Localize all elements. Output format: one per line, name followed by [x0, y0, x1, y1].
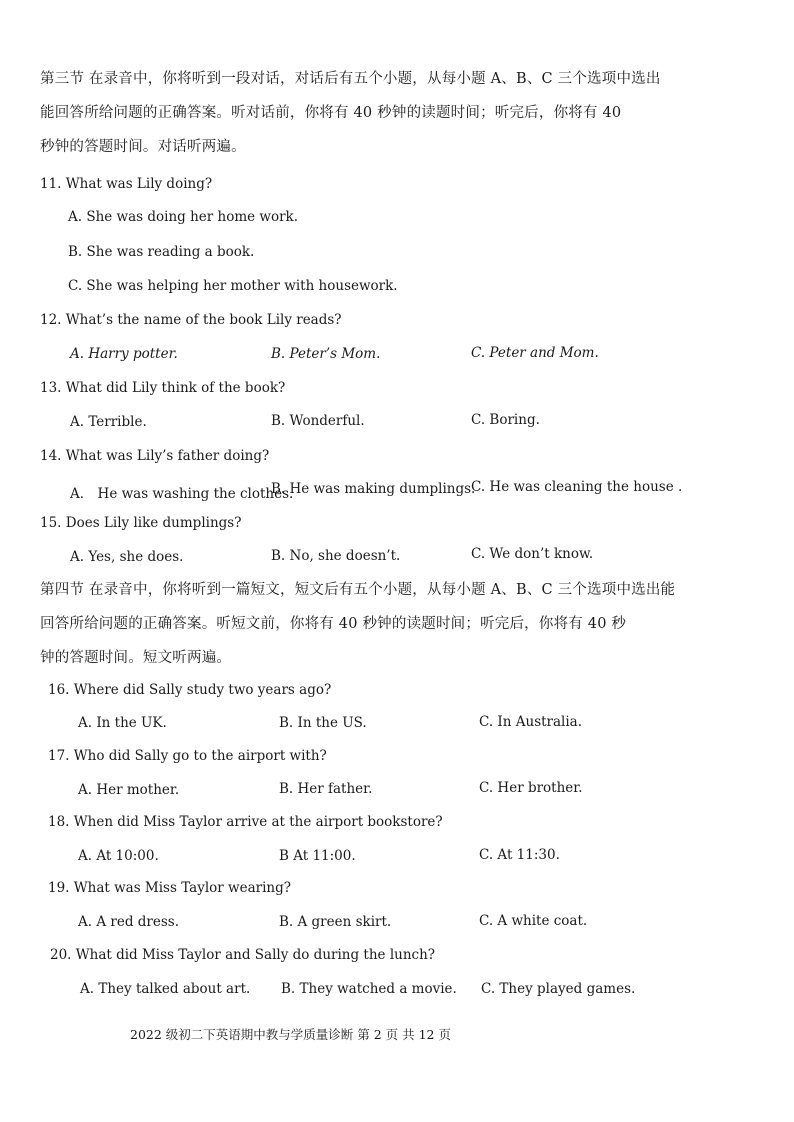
option-a: A. In the UK.: [78, 715, 167, 731]
section3-intro-line: 秒钟的答题时间。对话听两遍。: [40, 139, 246, 155]
question-stem: 15. Does Lily like dumplings?: [40, 515, 242, 531]
option-a: A. Terrible.: [70, 414, 147, 430]
section3-intro: [40, 62, 700, 164]
section4-intro-line: 钟的答题时间。短文听两遍。: [40, 650, 232, 666]
option-a: A. Her mother.: [78, 782, 180, 798]
option-b: B. In the US.: [279, 715, 367, 731]
option-c: C. They played games.: [481, 981, 636, 997]
section3-intro-line: 能回答所给问题的正确答案。听对话前，你将有 40 秒钟的读题时间；听完后，你将有 40: [40, 105, 622, 121]
option-b: B. Wonderful.: [271, 413, 365, 429]
option-c: C. In Australia.: [479, 714, 583, 730]
option-c: C. He was cleaning the house .: [471, 479, 683, 495]
option-a: A. They talked about art.: [80, 981, 251, 997]
option-c: C. Peter and Mom.: [471, 345, 599, 361]
section4-intro-line: 第四节 在录音中，你将听到一篇短文，短文后有五个小题，从每小题 A、B、C 三个选项中选出能: [40, 582, 676, 598]
option-c: C. She was helping her mother with housework.: [68, 278, 398, 294]
option-b: B. Her father.: [279, 781, 373, 797]
option-b: B. They watched a movie.: [281, 981, 457, 997]
option-a: A. She was doing her home work.: [68, 209, 299, 225]
option-c: C. At 11:30.: [479, 847, 560, 863]
option-a: A． He was washing the clothes.: [70, 486, 294, 502]
option-a: A. Yes, she does.: [70, 549, 184, 565]
option-a: A. Harry potter.: [70, 346, 178, 362]
option-b: B. She was reading a book.: [68, 244, 255, 260]
question-stem: 11. What was Lily doing?: [40, 176, 213, 192]
question-stem: 16. Where did Sally study two years ago?: [48, 682, 332, 698]
question-stem: 12. What’s the name of the book Lily reads?: [40, 312, 342, 328]
question-stem: 17. Who did Sally go to the airport with?: [48, 748, 327, 764]
option-b: B. A green skirt.: [279, 914, 392, 930]
page-footer: 2022 级初二下英语期中教与学质量诊断 第 2 页 共 12 页: [130, 1027, 451, 1042]
section4-intro: [40, 573, 700, 675]
option-a: A. At 10:00.: [78, 848, 159, 864]
option-c: C. Boring.: [471, 412, 540, 428]
section4-intro-line: 回答所给问题的正确答案。听短文前，你将有 40 秒钟的读题时间；听完后，你将有 40 秒: [40, 616, 627, 632]
option-c: C. A white coat.: [479, 913, 588, 929]
question-stem: 18. When did Miss Taylor arrive at the airport bookstore?: [48, 814, 443, 830]
question-stem: 14. What was Lily’s father doing?: [40, 448, 270, 464]
option-b: B. He was making dumplings.: [271, 481, 476, 497]
option-c: C. Her brother.: [479, 780, 583, 796]
option-b: B. Peter’s Mom.: [271, 346, 381, 362]
question-stem: 20. What did Miss Taylor and Sally do during the lunch?: [50, 947, 436, 963]
section3-intro-line: 第三节 在录音中，你将听到一段对话，对话后有五个小题，从每小题 A、B、C 三个选项中选出: [40, 71, 661, 87]
question-stem: 19. What was Miss Taylor wearing?: [48, 880, 291, 896]
question-stem: 13. What did Lily think of the book?: [40, 380, 286, 396]
option-c: C. We don’t know.: [471, 546, 594, 562]
option-a: A. A red dress.: [78, 914, 179, 930]
option-b: B At 11:00.: [279, 848, 356, 864]
option-b: B. No, she doesn’t.: [271, 548, 401, 564]
